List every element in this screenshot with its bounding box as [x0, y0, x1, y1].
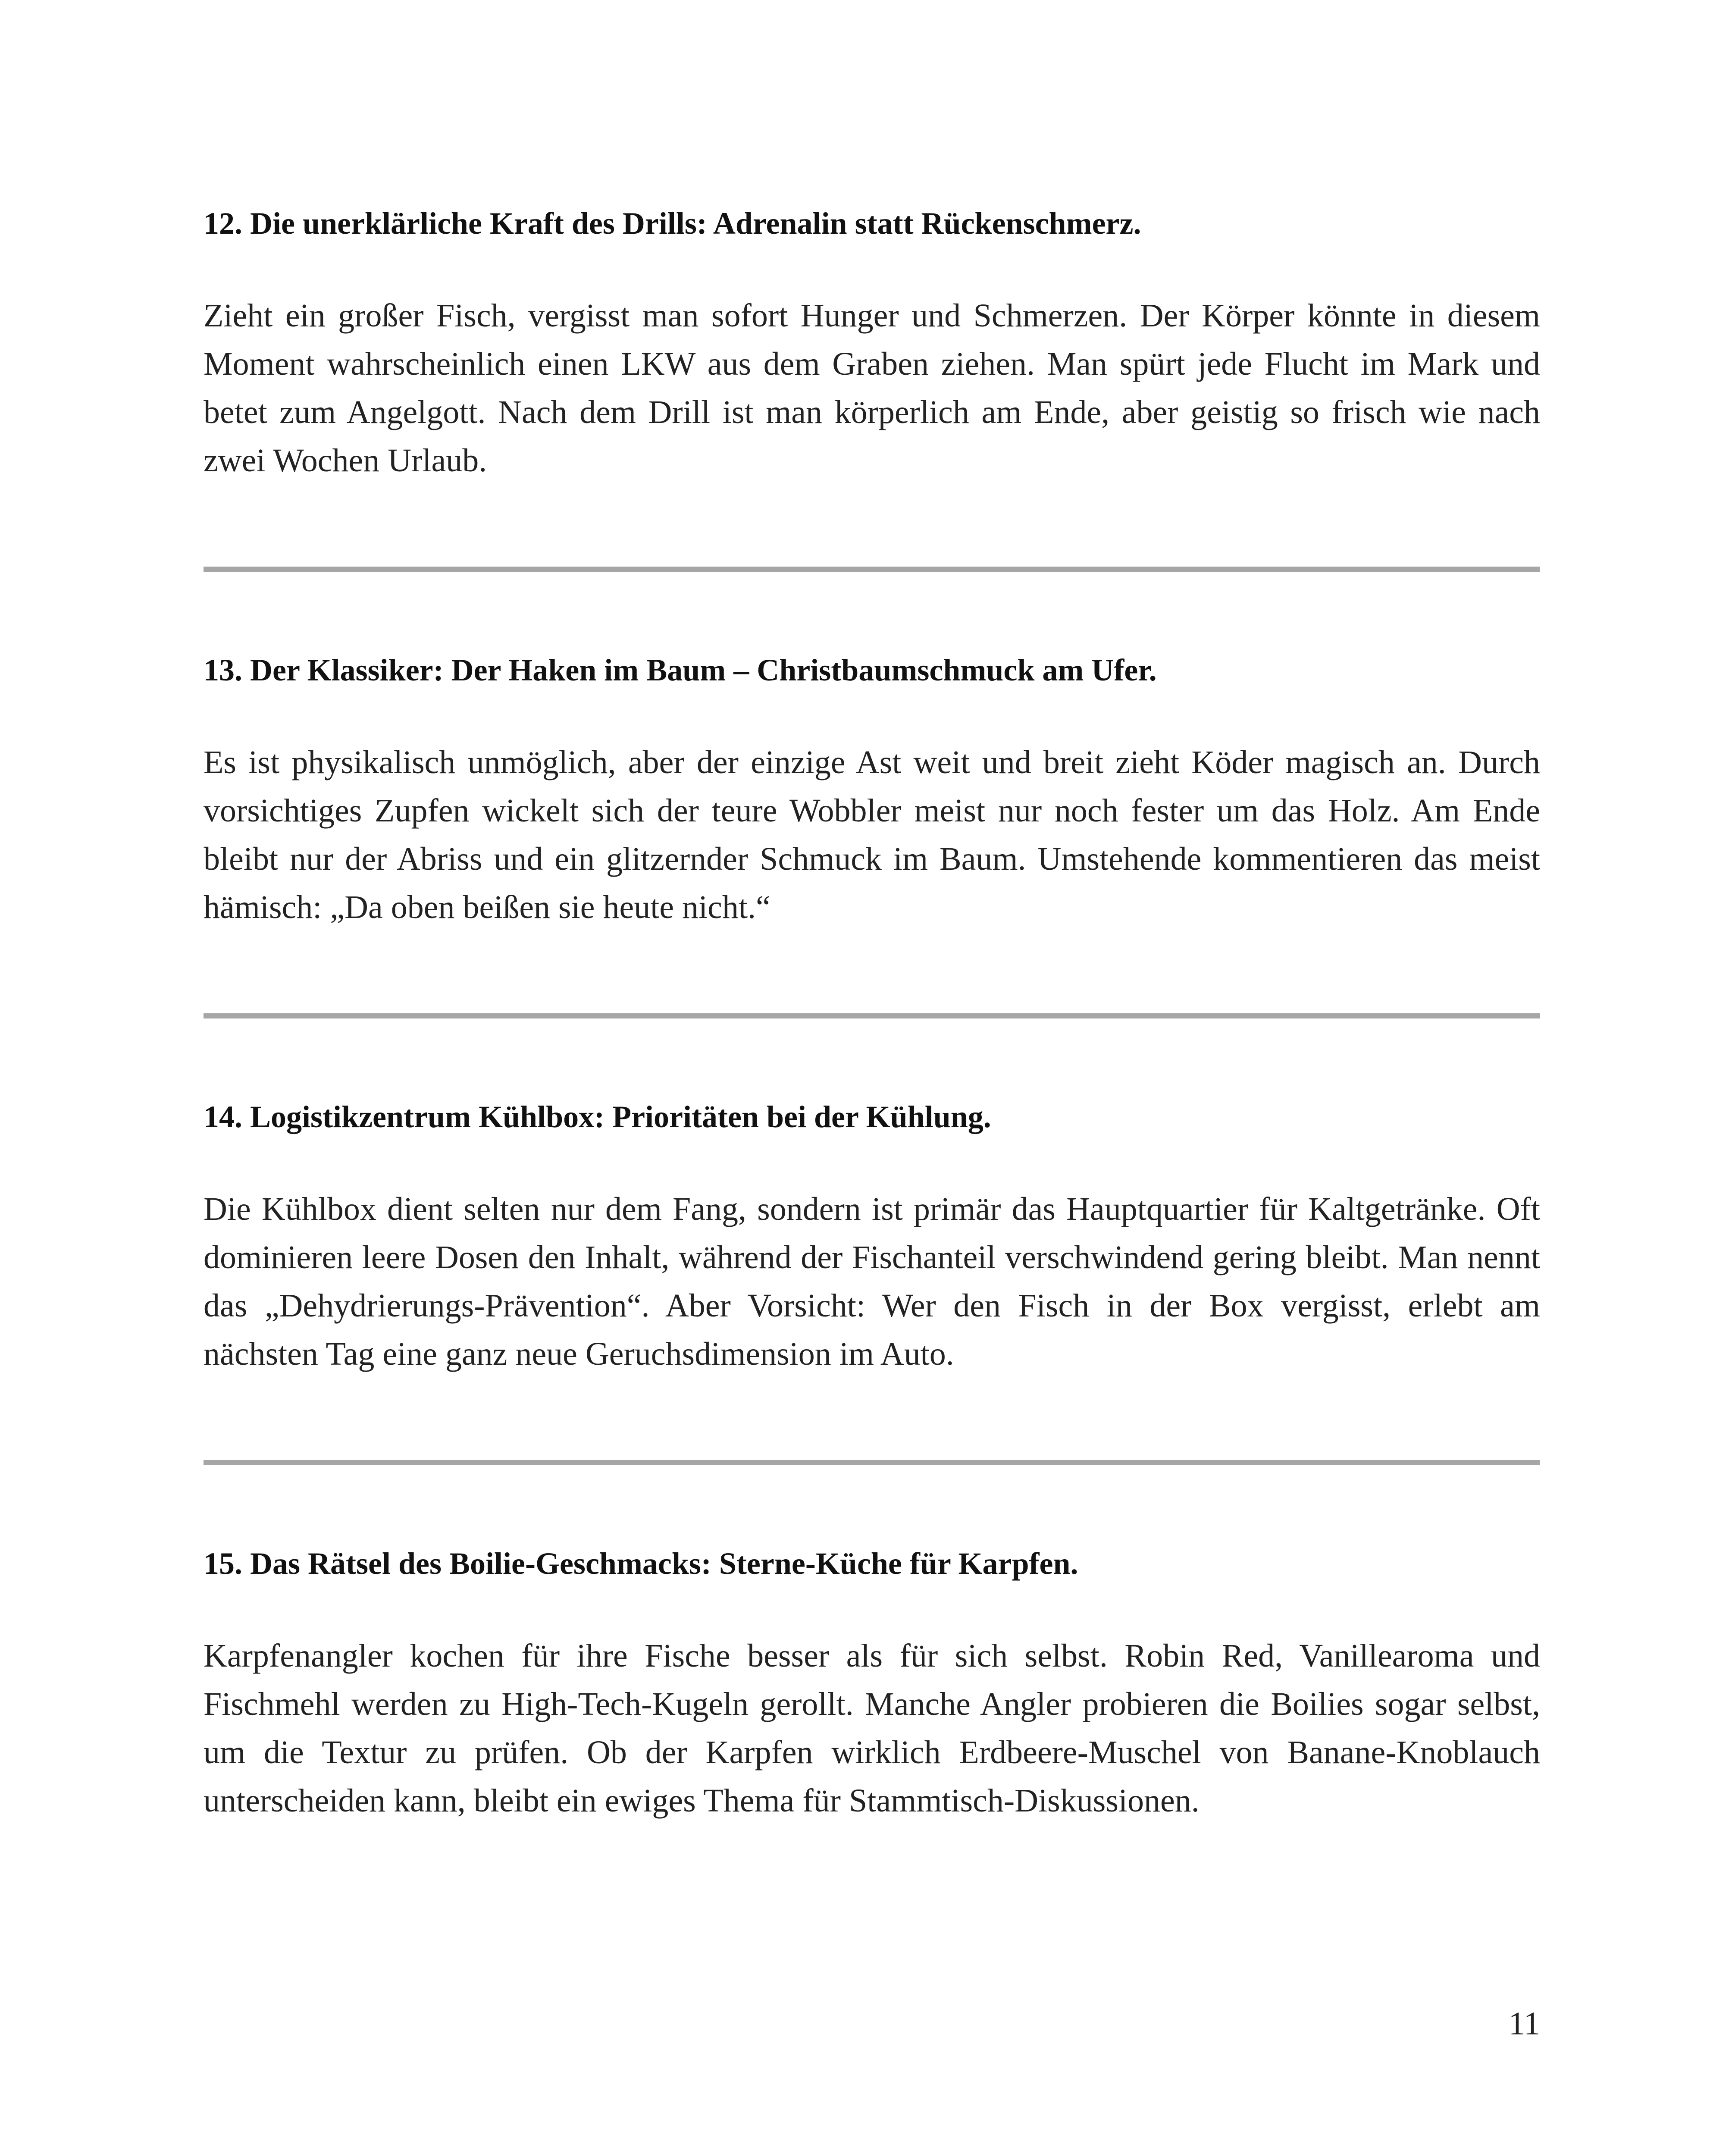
- section-13: [204, 649, 1540, 931]
- section-title: 12. Die unerklärliche Kraft des Drills: Adrenalin statt Rückenschmerz.: [204, 206, 1141, 241]
- section-14: [204, 1096, 1540, 1378]
- section-body: Die Kühlbox dient selten nur dem Fang, sondern ist primär das Hauptquartier für Kaltgetränke. Oft dominieren leere Dosen den Inhalt, während der Fischanteil verschwindend gering bleibt. Man nennt das „Dehydrierungs-Prävention“. Aber Vorsicht: Wer den Fisch in der Box vergisst, erlebt am nächsten Tag eine ganz neue Geruchsdimension im Auto.: [204, 1191, 1540, 1372]
- section-body: Zieht ein großer Fisch, vergisst man sofort Hunger und Schmerzen. Der Körper könnte in diesem Moment wahrscheinlich einen LKW aus dem Graben ziehen. Man spürt jede Flucht im Mark und betet zum Angelgott. Nach dem Drill ist man körperlich am Ende, aber geistig so frisch wie nach zwei Wochen Urlaub.: [204, 298, 1540, 479]
- page-content: [204, 203, 1540, 1825]
- section-12: [204, 203, 1540, 485]
- section-title: 15. Das Rätsel des Boilie-Geschmacks: Sterne-Küche für Karpfen.: [204, 1546, 1078, 1581]
- section-15: [204, 1543, 1540, 1825]
- section-divider: [204, 1460, 1540, 1465]
- section-body: Karpfenangler kochen für ihre Fische besser als für sich selbst. Robin Red, Vanillearoma und Fischmehl werden zu High-Tech-Kugeln gerollt. Manche Angler probieren die Boilies sogar selbst, um die Textur zu prüfen. Ob der Karpfen wirklich Erdbeere-Muschel von Banane-Knoblauch unterscheiden kann, bleibt ein ewiges Thema für Stammtisch-Diskussionen.: [204, 1638, 1540, 1819]
- page-number: 11: [1508, 2006, 1540, 2042]
- section-body: Es ist physikalisch unmöglich, aber der einzige Ast weit und breit zieht Köder magisch an. Durch vorsichtiges Zupfen wickelt sich der teure Wobbler meist nur noch fester um das Holz. Am Ende bleibt nur der Abriss und ein glitzernder Schmuck im Baum. Umstehende kommentieren das meist hämisch: „Da oben beißen sie heute nicht.“: [204, 744, 1540, 925]
- section-divider: [204, 1013, 1540, 1018]
- section-divider: [204, 567, 1540, 572]
- section-title: 14. Logistikzentrum Kühlbox: Prioritäten bei der Kühlung.: [204, 1100, 991, 1134]
- section-title: 13. Der Klassiker: Der Haken im Baum – Christbaumschmuck am Ufer.: [204, 653, 1157, 687]
